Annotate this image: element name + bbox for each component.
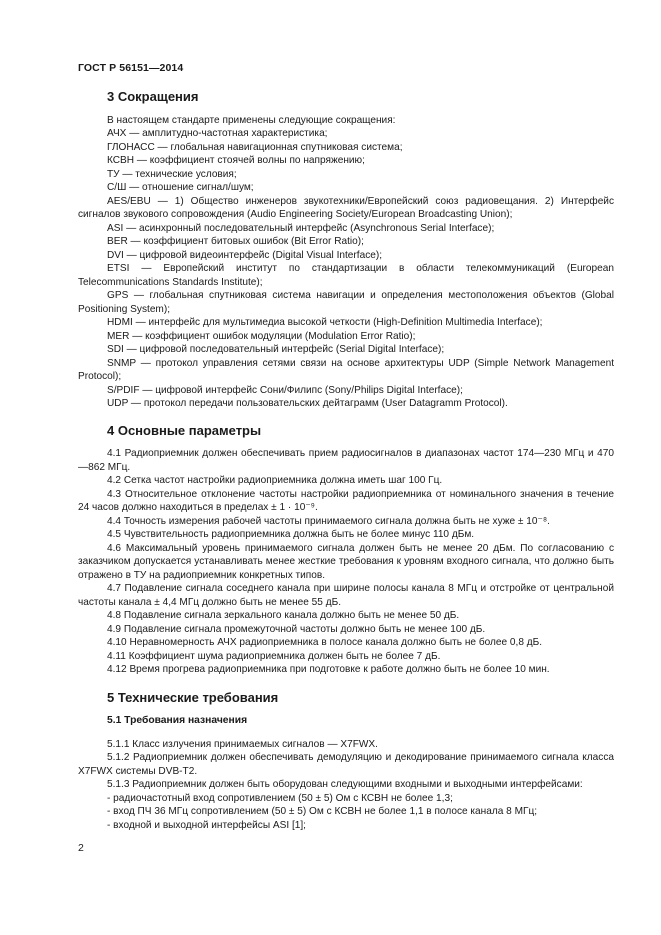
abbreviation-entry: DVI — цифровой видеоинтерфейс (Digital Visual Interface); <box>107 249 383 261</box>
clause-paragraph: 4.2 Сетка частот настройки радиоприемника должна иметь шаг 100 Гц. <box>107 475 443 486</box>
section-4-title: 4 Основные параметры <box>107 422 262 438</box>
clause-paragraph: 4.3 Относительное отклонение частоты настройки радиоприемника от номинального значения в течение 24 часов должно находиться в пределах ± 1 · 10⁻⁹. <box>78 488 614 513</box>
clause-paragraph: 4.9 Подавление сигнала промежуточной частоты должно быть не менее 100 дБ. <box>107 623 486 635</box>
abbreviation-entry: AES/EBU — 1) Общество инженеров звукотехники/Европейский союз радиовещания. 2) Интерфейс сигналов звукового сопровождения (Audio Engineering Society/European Broadcasting Union); <box>78 195 614 220</box>
clause-paragraph: 4.7 Подавление сигнала соседнего канала при ширине полосы канала 8 МГц и отстройке от центральной частоты канала ± 4,4 МГц должно быть не менее 55 дБ. <box>78 583 614 608</box>
document-body <box>78 90 614 832</box>
clause-paragraph: 4.4 Точность измерения рабочей частоты принимаемого сигнала должна быть не хуже ± 10⁻⁸. <box>107 515 550 527</box>
abbreviation-entry: ASI — асинхронный последовательный интерфейс (Asynchronous Serial Interface); <box>107 222 495 234</box>
list-item: - радиочастотный вход сопротивлением (50 ± 5) Ом с КСВН не более 1,3; <box>107 792 453 804</box>
list-item: - входной и выходной интерфейсы ASI [1]; <box>107 819 306 831</box>
section-4-body <box>78 447 614 677</box>
clause-paragraph: 4.12 Время прогрева радиоприемника при подготовке к работе должно быть не более 10 мин. <box>107 664 550 675</box>
abbreviation-entry: АЧХ — амплитудно-частотная характеристика; <box>107 128 328 139</box>
abbreviation-entry: UDP — протокол передачи пользовательских дейтаграмм (User Datagramm Protocol). <box>107 398 508 409</box>
clause-paragraph: 5.1.3 Радиоприемник должен быть оборудован следующими входными и выходными интерфейсами: <box>107 779 583 790</box>
list-item: - вход ПЧ 36 МГц сопротивлением (50 ± 5) Ом с КСВН не более 1,1 в полосе канала 8 МГц; <box>107 806 538 817</box>
clause-paragraph: 4.8 Подавление сигнала зеркального канала должно быть не менее 50 дБ. <box>107 610 460 621</box>
section-3-body <box>78 114 614 411</box>
subsection-5-1-title: 5.1 Требования назначения <box>107 715 248 726</box>
clause-paragraph: 4.5 Чувствительность радиоприемника должна быть не более минус 110 дБм. <box>107 529 475 540</box>
clause-paragraph: 4.11 Коэффициент шума радиоприемника должен быть не более 7 дБ. <box>107 650 441 662</box>
abbreviation-entry: ТУ — технические условия; <box>107 168 237 180</box>
abbreviation-entry: GPS — глобальная спутниковая система навигации и определения местоположения объектов (Global Positioning System); <box>78 290 614 315</box>
section-5-title: 5 Технические требования <box>107 689 279 705</box>
clause-paragraph: 5.1.2 Радиоприемник должен обеспечивать демодуляцию и декодирование принимаемого сигнала класса X7FWX системы DVB-T2. <box>78 752 614 777</box>
abbreviation-entry: MER — коэффициент ошибок модуляции (Modulation Error Ratio); <box>107 330 416 342</box>
clause-paragraph: 4.6 Максимальный уровень принимаемого сигнала должен быть не менее 20 дБм. По согласованию с заказчиком допускается устанавливать менее жесткие требования к уровням входного сигнала, что должно быть отражено в ТУ на радиоприемник конкретных типов. <box>78 542 614 581</box>
paragraph: В настоящем стандарте применены следующие сокращения: <box>107 114 396 126</box>
clause-paragraph: 5.1.1 Класс излучения принимаемых сигналов — X7FWX. <box>107 738 378 750</box>
abbreviation-entry: SDI — цифровой последовательный интерфейс (Serial Digital Interface); <box>107 344 445 355</box>
abbreviation-entry: SNMP — протокол управления сетями связи на основе архитектуры UDP (Simple Network Management Protocol); <box>78 357 614 382</box>
section-3-title: 3 Сокращения <box>107 89 199 104</box>
section-5-body <box>78 738 614 833</box>
abbreviation-entry: ГЛОНАСС — глобальная навигационная спутниковая система; <box>107 141 403 153</box>
abbreviation-entry: HDMI — интерфейс для мультимедиа высокой четкости (High-Definition Multimedia Interface); <box>107 317 543 328</box>
clause-paragraph: 4.1 Радиоприемник должен обеспечивать прием радиосигналов в диапазонах частот 174—230 МГц и 470—862 МГц. <box>78 448 614 473</box>
abbreviation-entry: С/Ш — отношение сигнал/шум; <box>107 182 254 193</box>
abbreviation-entry: S/PDIF — цифровой интерфейс Сони/Филипс (Sony/Philips Digital Interface); <box>107 384 463 396</box>
clause-paragraph: 4.10 Неравномерность АЧХ радиоприемника в полосе канала должно быть не более 0,8 дБ. <box>107 637 543 648</box>
page-number: 2 <box>78 842 84 854</box>
abbreviation-entry: КСВН — коэффициент стоячей волны по напряжению; <box>107 155 365 166</box>
abbreviation-entry: ETSI — Европейский институт по стандартизации в области телекоммуникаций (European Telecommunications Standards Institute); <box>78 263 614 288</box>
document-header: ГОСТ Р 56151—2014 <box>78 62 184 74</box>
abbreviation-entry: BER — коэффициент битовых ошибок (Bit Error Ratio); <box>107 236 364 247</box>
